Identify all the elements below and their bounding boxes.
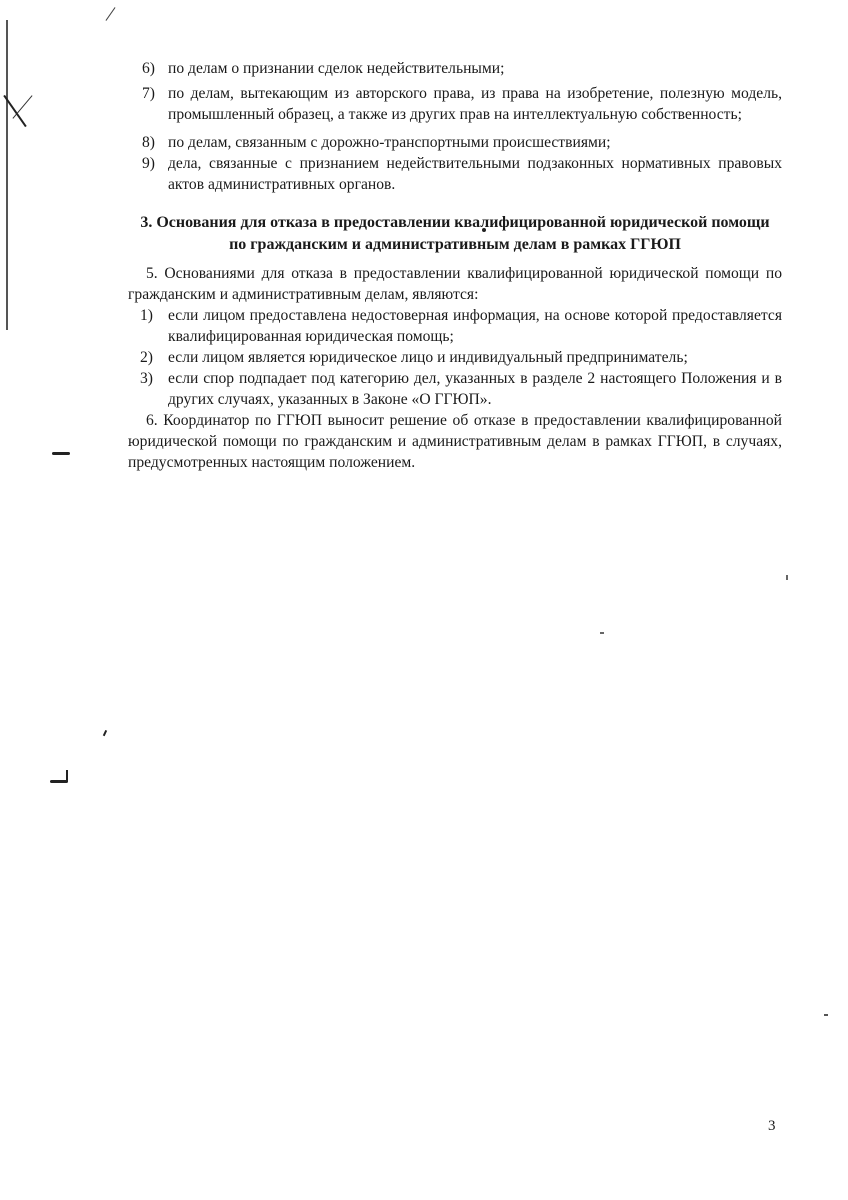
list-item	[128, 347, 782, 368]
refusal-grounds-list	[128, 305, 782, 410]
list-item-text: по делам, связанным с дорожно-транспортными происшествиями;	[168, 134, 611, 151]
page-number: 3	[768, 1118, 776, 1134]
list-item	[128, 132, 782, 153]
list-item-number: 9)	[142, 155, 155, 172]
scan-mark	[12, 95, 32, 119]
scan-mark	[824, 1014, 828, 1016]
section-heading: 3. Основания для отказа в предоставлении квалифицированной юридической помощи по гражданским и административным делам в рамках ГГЮП	[140, 214, 770, 253]
paragraph-5: 5. Основаниями для отказа в предоставлении квалифицированной юридической помощи по гражданским и административным делам, являются:	[128, 265, 782, 303]
scan-mark	[103, 730, 107, 736]
document-body	[128, 58, 782, 473]
paragraph-6: 6. Координатор по ГГЮП выносит решение об отказе в предоставлении квалифицированной юридической помощи по гражданским и административным делам в рамках ГГЮП, в случаях, предусмотренных настоящим положением.	[128, 412, 782, 471]
scan-mark	[106, 7, 116, 21]
list-item	[128, 305, 782, 347]
scan-mark	[600, 632, 604, 634]
list-item	[128, 83, 782, 125]
case-category-list	[128, 58, 782, 195]
scan-mark	[786, 575, 788, 580]
list-item-number: 7)	[142, 85, 155, 102]
list-item-text: если лицом является юридическое лицо и индивидуальный предприниматель;	[168, 349, 688, 366]
list-item-text: если лицом предоставлена недостоверная информация, на основе которой предоставляется квалифицированная юридическая помощь;	[168, 307, 782, 345]
scan-mark	[52, 452, 70, 455]
list-item	[128, 368, 782, 410]
list-item-number: 8)	[142, 134, 155, 151]
scan-mark	[66, 770, 68, 782]
list-item-text: дела, связанные с признанием недействительными подзаконных нормативных правовых актов административных органов.	[168, 155, 782, 193]
list-item-number: 2)	[140, 349, 153, 366]
list-item-text: по делам о признании сделок недействительными;	[168, 60, 505, 77]
list-item-number: 3)	[140, 370, 153, 387]
list-item-number: 6)	[142, 60, 155, 77]
list-item	[128, 153, 782, 195]
list-item-number: 1)	[140, 307, 153, 324]
scan-mark	[6, 20, 8, 330]
list-item	[128, 58, 782, 79]
list-item-text: если спор подпадает под категорию дел, указанных в разделе 2 настоящего Положения и в других случаях, указанных в Законе «О ГГЮП».	[168, 370, 782, 408]
list-item-text: по делам, вытекающим из авторского права, из права на изобретение, полезную модель, промышленный образец, а также из других прав на интеллектуальную собственность;	[168, 85, 782, 123]
